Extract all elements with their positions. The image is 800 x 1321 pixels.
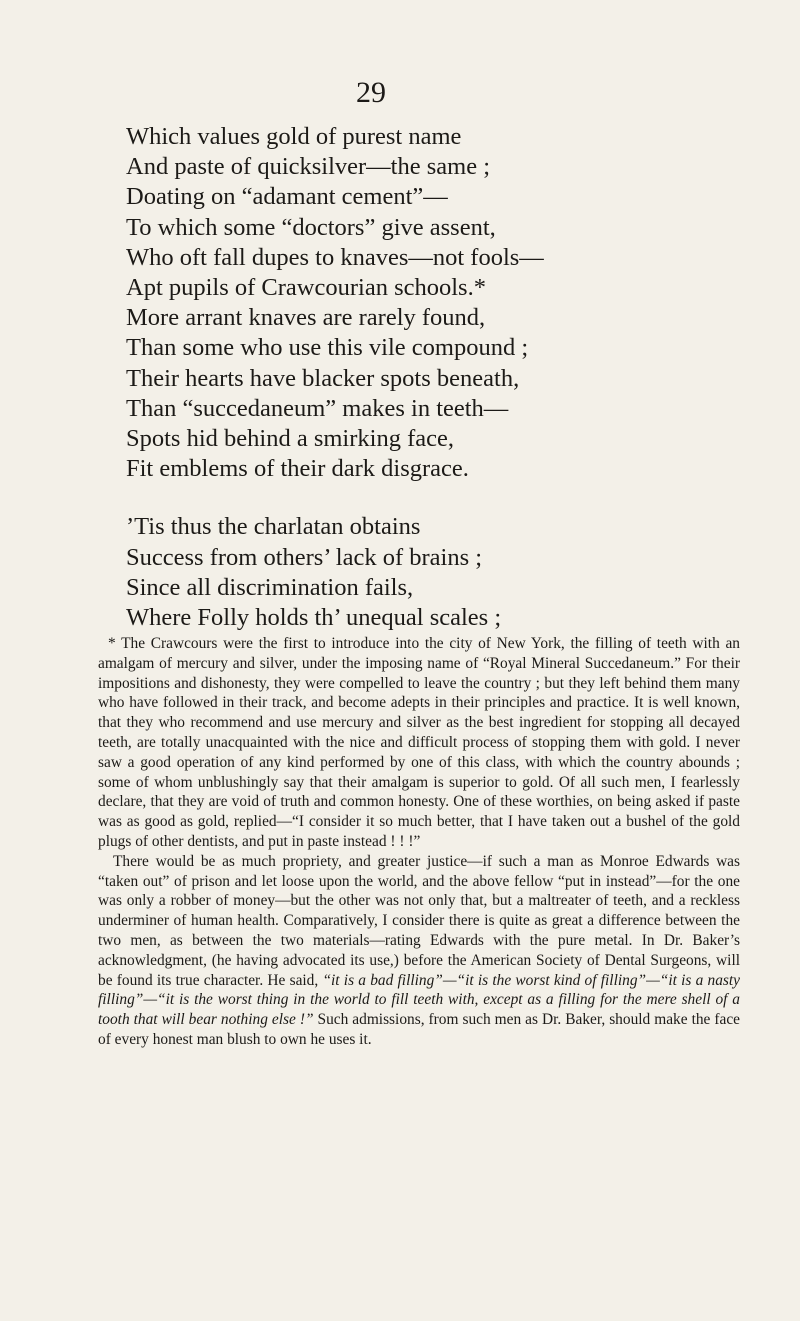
- poem-line: Their hearts have blacker spots beneath,: [126, 364, 520, 392]
- poem-line: Who oft fall dupes to knaves—not fools—: [126, 243, 544, 271]
- poem-line: Where Folly holds th’ unequal scales ;: [126, 604, 502, 632]
- footnote-paragraph-2-end: Such admissions, from such men as Dr. Baker, should make the face of every honest man blush to own he uses it.: [98, 1011, 740, 1048]
- poem-stanza-2: [126, 512, 746, 633]
- poem-line: Doating on “adamant cement”—: [126, 183, 448, 211]
- footnote-paragraph-1: * The Crawcours were the first to introduce into the city of New York, the filling of teeth with an amalgam of mercury and silver, under the imposing name of “Royal Mineral Succedaneum.” For their impositions and dishonesty, they were compelled to leave the country ; but they left behind them many who have followed in their track, and become adepts in their principles and practice. It is well known, that they who recommend and use mercury and silver as the best ingredient for stopping all decayed teeth, are totally unacquainted with the nice and difficult process of stopping them with gold. I never saw a good operation of any kind performed by one of this class, with which the country abounds ; some of whom unblushingly say that their amalgam is superior to gold. Of all such men, I fearlessly declare, that they are void of truth and common honesty. One of these worthies, on being asked if paste was as good as gold, replied—“I consider it so much better, that I have taken out a bushel of the gold plugs of other dentists, and put in paste instead ! ! !”: [98, 635, 740, 850]
- poem-stanza-1: [126, 122, 746, 484]
- footnote-quote: “it is a bad filling”—“it is the worst kind of filling”—“it is a nasty filling”—“it is the worst thing in the world to fill teeth with, except as a filling for the mere shell of a tooth that will bear nothing else !”: [98, 971, 741, 1029]
- poem-line: Since all discrimination fails,: [126, 573, 414, 601]
- poem-line: Fit emblems of their dark disgrace.: [126, 455, 469, 483]
- poem-line: Than some who use this vile compound ;: [126, 334, 529, 362]
- footnote-paragraph-2-text: There would be as much propriety, and greater justice—if such a man as Monroe Edwards was “taken out” of prison and let loose upon the world, and the above fellow “put in instead”—for the one was only a robber of money—but the other was not only that, but a maltreater of teeth, and a reckless underminer of human health. Comparatively, I consider there is quite as great a difference between the two men, as between the two materials—rating Edwards with the pure metal. In Dr. Baker’s acknowledgment, (he having advocated its use,) before the American Society of Dental Surgeons, will be found its true character. He said,: [98, 852, 740, 989]
- poem-line: Which values gold of purest name: [126, 123, 462, 150]
- poem: [126, 122, 746, 661]
- footnote: [98, 634, 740, 1050]
- poem-line: And paste of quicksilver—the same ;: [126, 153, 491, 181]
- poem-line: Success from others’ lack of brains ;: [126, 543, 483, 571]
- poem-line: To which some “doctors” give assent,: [126, 213, 496, 241]
- poem-line: Than “succedaneum” makes in teeth—: [126, 394, 509, 422]
- poem-line: Apt pupils of Crawcourian schools.*: [126, 274, 486, 302]
- poem-line: More arrant knaves are rarely found,: [126, 304, 486, 332]
- page-number: 29: [356, 76, 386, 109]
- footnote-paragraph-2: [98, 852, 740, 1050]
- poem-line: Spots hid behind a smirking face,: [126, 425, 454, 453]
- poem-line: ’Tis thus the charlatan obtains: [126, 513, 421, 541]
